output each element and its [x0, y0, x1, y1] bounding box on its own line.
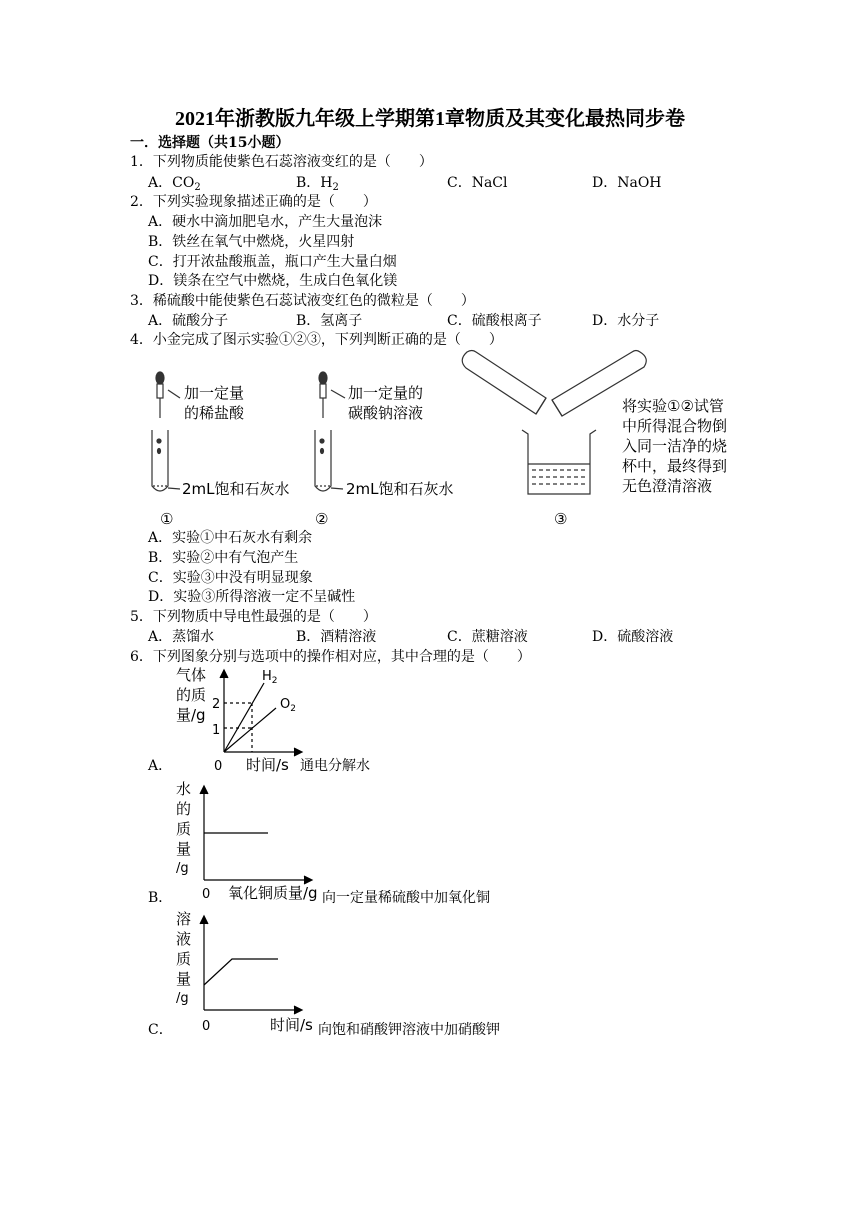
- q4-option-b: B．实验②中有气泡产生: [148, 550, 299, 566]
- exp1-number: ①: [160, 510, 174, 528]
- page-title: 2021年浙教版九年级上学期第1章物质及其变化最热同步卷: [175, 108, 685, 130]
- q2-option-a: A．硬水中滴加肥皂水，产生大量泡沫: [148, 214, 383, 230]
- graph-a-series-h2: $H_2$: [262, 669, 278, 686]
- q6-graph-b: [0, 776, 860, 906]
- graph-c-origin: 0: [202, 1019, 211, 1034]
- q6-stem: 6．下列图象分别与选项中的操作相对应，其中合理的是（ ）: [130, 649, 531, 665]
- exp3-text-line4: 杯中，最终得到: [622, 457, 728, 475]
- exp3-text-line1: 将实验①②试管: [622, 397, 724, 415]
- q5-stem: 5．下列物质中导电性最强的是（ ）: [130, 609, 377, 625]
- graph-a-tick-2: 2: [212, 697, 221, 712]
- exp1-label-line1: 加一定量: [184, 384, 245, 402]
- q6-option-c-caption: 向饱和硝酸钾溶液中加硝酸钾: [318, 1022, 500, 1038]
- exp3-text-line2: 中所得混合物倒: [622, 417, 728, 435]
- exp3-text-line5: 无色澄清溶液: [622, 477, 713, 495]
- section-heading: 一．选择题（共15小题）: [130, 135, 290, 151]
- graph-a-ylabel-line1: 气体: [176, 666, 207, 684]
- q4-option-d: D．实验③所得溶液一定不呈碱性: [148, 589, 356, 605]
- exp3-text-line3: 入同一洁净的烧: [622, 437, 728, 455]
- graph-b-ylabel-line2: 的: [176, 800, 192, 818]
- q6-option-b-letter: B．: [148, 890, 173, 906]
- test-tube-icon: [152, 430, 180, 491]
- exp2-label-line2: 碳酸钠溶液: [348, 404, 424, 422]
- q3-option-d: D．水分子: [592, 313, 660, 329]
- graph-c-ylabel-line4: 量: [176, 970, 192, 988]
- q3-option-b: B．氢离子: [296, 313, 363, 329]
- q3-option-c: C．硫酸根离子: [447, 313, 542, 329]
- dropper-icon: [156, 372, 180, 418]
- graph-b-xlabel: 氧化铜质量/g: [228, 884, 318, 902]
- q6-option-b-caption: 向一定量稀硫酸中加氧化铜: [322, 890, 490, 906]
- graph-a-ylabel-line3: 量/g: [176, 706, 206, 724]
- exp2-bottom-label: 2mL饱和石灰水: [346, 480, 454, 498]
- q6-graph-a: [0, 664, 860, 776]
- q4-option-a: A．实验①中石灰水有剩余: [148, 530, 313, 546]
- exp1-label-line2: 的稀盐酸: [184, 404, 245, 422]
- graph-a-tick-1: 1: [212, 723, 221, 738]
- q2-option-c: C．打开浓盐酸瓶盖，瓶口产生大量白烟: [148, 254, 397, 270]
- exp2-number: ②: [315, 510, 329, 528]
- q4-option-c: C．实验③中没有明显现象: [148, 570, 313, 586]
- q1-option-b: B．$H_2$: [296, 175, 339, 193]
- dropper-icon: [319, 372, 345, 418]
- graph-a-h2-line: [224, 683, 264, 752]
- q2-option-b: B．铁丝在氧气中燃烧，火星四射: [148, 234, 355, 250]
- pouring-test-tube-left-icon: [462, 351, 546, 415]
- graph-b-ylabel-line3: 质: [176, 820, 192, 838]
- graph-c-ylabel-line2: 液: [176, 930, 192, 948]
- q3-stem: 3．稀硫酸中能使紫色石蕊试液变红色的微粒是（ ）: [130, 293, 475, 309]
- graph-a-origin: 0: [214, 759, 223, 774]
- graph-c-ylabel-line3: 质: [176, 950, 192, 968]
- graph-a-xlabel: 时间/s: [246, 756, 289, 774]
- q1-stem: 1．下列物质能使紫色石蕊溶液变红的是（ ）: [130, 154, 433, 170]
- q2-option-d: D．镁条在空气中燃烧，生成白色氧化镁: [148, 273, 398, 289]
- q6-option-c-letter: C．: [148, 1022, 173, 1038]
- test-tube-icon: [315, 430, 343, 491]
- graph-a-o2-line: [224, 708, 276, 752]
- graph-a-series-o2: $O_2$: [280, 697, 296, 714]
- exp3-number: ③: [554, 510, 568, 528]
- q4-experiment-figure: [0, 348, 860, 548]
- graph-c-ylabel-line1: 溶: [176, 910, 192, 928]
- q4-stem: 4．小金完成了图示实验①②③，下列判断正确的是（ ）: [130, 332, 503, 348]
- exp2-label-line1: 加一定量的: [348, 384, 424, 402]
- q1-option-d: D．NaOH: [592, 175, 662, 191]
- graph-a-ylabel-line2: 的质: [176, 686, 207, 704]
- graph-b-ylabel-line5: /g: [176, 861, 189, 876]
- q5-option-a: A．蒸馏水: [148, 629, 215, 645]
- graph-c-data-line: [204, 959, 278, 985]
- exp1-bottom-label: 2mL饱和石灰水: [182, 480, 290, 498]
- q3-option-a: A．硫酸分子: [148, 313, 229, 329]
- graph-c-xlabel: 时间/s: [270, 1016, 313, 1034]
- graph-c-ylabel-line5: /g: [176, 991, 189, 1006]
- q6-graph-c: [0, 906, 860, 1036]
- q1-option-c: C．NaCl: [447, 175, 508, 191]
- q6-option-a-letter: A．: [148, 758, 173, 774]
- graph-b-origin: 0: [202, 887, 211, 902]
- graph-b-ylabel-line1: 水: [176, 780, 192, 798]
- graph-b-ylabel-line4: 量: [176, 840, 192, 858]
- q2-stem: 2．下列实验现象描述正确的是（ ）: [130, 194, 377, 210]
- q5-option-c: C．蔗糖溶液: [447, 629, 528, 645]
- q5-option-d: D．硫酸溶液: [592, 629, 674, 645]
- q1-option-a: A．$CO_2$: [148, 175, 201, 193]
- beaker-icon: [522, 430, 596, 494]
- q6-option-a-caption: 通电分解水: [300, 758, 370, 774]
- q5-option-b: B．酒精溶液: [296, 629, 377, 645]
